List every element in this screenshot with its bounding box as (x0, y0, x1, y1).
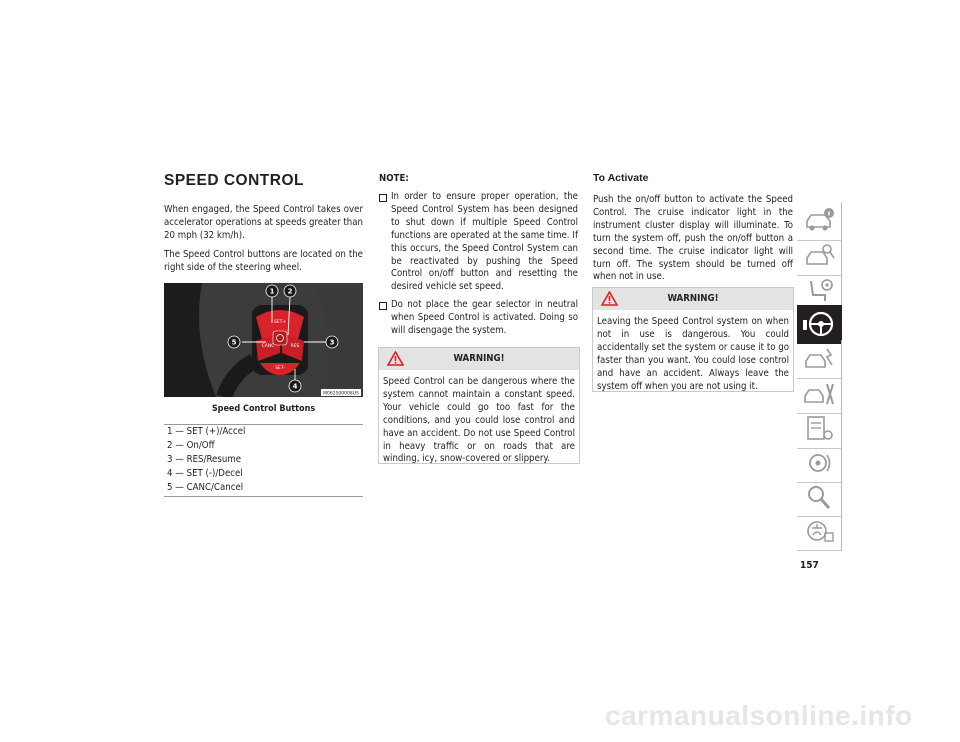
note-bullet-2: Do not place the gear selector in neutral when Speed Control is activated. Doing so will disengage the system. (379, 299, 578, 338)
car-info-icon (801, 205, 837, 237)
left-column (164, 172, 363, 275)
activate-paragraph: Push the on/off button to activate the Speed Control. The cruise indicator light in the instrument cluster display will illuminate. To turn the system off, push the on/off button a second time. The cruise indicator light will turn off. The system should be turned off when not in use. (593, 194, 793, 283)
warning-title: WARNING! (453, 353, 505, 364)
note-bullet-1: In order to ensure proper operation, the Speed Control System has been designed to shut down if multiple Speed Control functions are operated at the same time. If this occurs, the Speed Control System can be reactivated by pushing the Speed Control on/off button and resetting the desired vehicle set speed. (379, 191, 578, 294)
speed-control-figure (164, 283, 363, 397)
sidebar-tab-emergency[interactable] (797, 340, 842, 379)
location-paragraph: The Speed Control buttons are located on the right side of the steering wheel. (164, 248, 363, 273)
section-title: SPEED CONTROL (164, 172, 304, 189)
car-tools-icon (801, 378, 837, 410)
steering-wheel-icon (801, 308, 837, 340)
checkbox-bullet-icon (379, 194, 387, 202)
warning-title: WARNING! (667, 293, 719, 304)
callout-4: 4 (292, 382, 298, 391)
legend-item-4: 4 — SET (-)/Decel (167, 468, 243, 479)
steering-wheel-illustration (164, 283, 363, 397)
page-number: 157 (800, 560, 819, 571)
warning-box-right (592, 287, 794, 392)
callout-3: 3 (329, 338, 335, 347)
legend-item-5: 5 — CANC/Cancel (167, 482, 244, 493)
sidebar-tab-language[interactable] (797, 512, 842, 551)
seat-gear-icon (801, 275, 837, 307)
canc-label: CANC (261, 344, 275, 349)
legend-item-3: 3 — RES/Resume (167, 454, 242, 465)
maintenance-list-icon (801, 413, 837, 445)
watermark: carmanualsonline.info (605, 700, 913, 731)
car-key-icon (801, 240, 837, 272)
sidebar-tab-keys[interactable] (797, 237, 842, 276)
warning-text: Leaving the Speed Control system on when not in use is dangerous. You could accidentally set the system or cause it to go faster than you want. You could lose control and have an accident. Always leave the system off when you are not using it. (597, 316, 789, 392)
sidebar-tab-servicing[interactable] (797, 375, 842, 414)
car-crash-icon (801, 343, 837, 375)
callout-5: 5 (231, 338, 237, 347)
legend-item-1: 1 — SET (+)/Accel (167, 426, 246, 437)
warning-box-middle (378, 347, 580, 464)
warning-text: Speed Control can be dangerous where the system cannot maintain a constant speed. Your vehicle could go too fast for the conditions, and you could lose control and have an accident. Do not use Speed Control in heavy traffic or on roads that are winding, icy, snow-covered or slippery. (383, 376, 575, 465)
set-minus-label: SET- (275, 366, 285, 371)
sidebar-tab-getting-to-know[interactable] (797, 202, 842, 241)
multilingual-icon (801, 515, 837, 547)
intro-paragraph: When engaged, the Speed Control takes over accelerator operations at speeds greater than 20 mph (32 km/h). (164, 204, 364, 241)
sidebar-tab-starting-operating[interactable] (797, 305, 842, 344)
figure-code: M062500008US (323, 391, 359, 397)
radio-icon (801, 447, 837, 479)
right-column (593, 172, 793, 284)
note-title: NOTE: (379, 173, 409, 184)
callout-1: 1 (269, 287, 275, 296)
legend-item-2: 2 — On/Off (167, 440, 215, 451)
warning-header (379, 348, 579, 370)
set-plus-label: SET+ (273, 320, 287, 325)
on-off-button[interactable] (273, 331, 287, 345)
button-legend (164, 424, 363, 497)
warning-header (593, 288, 793, 310)
subsection-title: To Activate (593, 172, 649, 184)
middle-column (379, 173, 578, 343)
search-icon (801, 481, 837, 513)
callout-2: 2 (287, 287, 293, 296)
figure-caption: Speed Control Buttons (211, 404, 316, 414)
res-label: RES (290, 344, 300, 349)
checkbox-bullet-icon (379, 302, 387, 310)
